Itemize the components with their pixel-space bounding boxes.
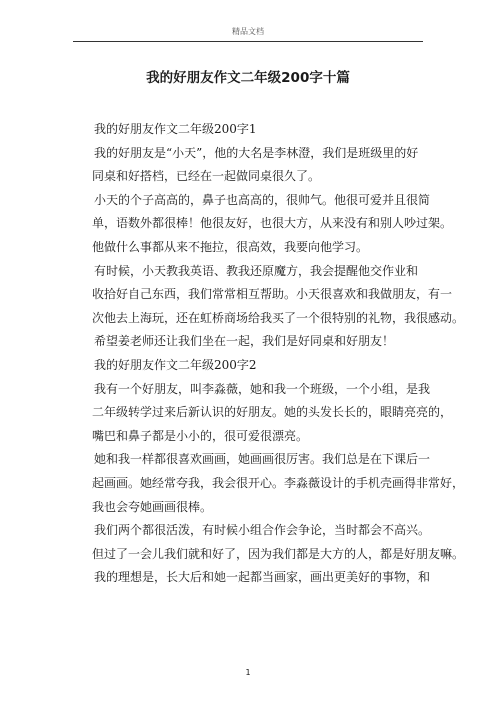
body-line: 有时候，小天教我英语、教我还原魔方，我会提醒他交作业和: [94, 263, 419, 278]
document-body: [92, 118, 465, 590]
body-line: 他做什么事都从来不拖拉，很高效，我要向他学习。: [92, 239, 369, 254]
body-line: 二年级转学过来后新认识的好朋友。她的头发长长的，眼睛亮亮的，: [92, 405, 453, 420]
body-line: 我们两个都很活泼，有时候小组合作会争论，当时都会不高兴。: [94, 523, 431, 538]
body-line: 我的好朋友是“小天”，他的大名是李林澄，我们是班级里的好: [94, 145, 419, 160]
body-line: 收拾好自己东西，我们常常相互帮助。小天很喜欢和我做朋友，有一: [92, 287, 453, 302]
body-line: 我的好朋友作文二年级200字1: [94, 122, 257, 136]
body-line: 她和我一样都很喜欢画画，她画画很厉害。我们总是在下课后一: [94, 452, 431, 467]
body-line: 我的好朋友作文二年级200字2: [94, 357, 257, 372]
body-line: 起画画。她经常夸我，我会很开心。李淼薇设计的手机壳画得非常好，: [92, 475, 465, 490]
document-title: 我的好朋友作文二年级200字十篇: [146, 70, 350, 86]
body-line: 次他去上海玩，还在虹桥商场给我买了一个很特别的礼物，我很感动。: [92, 310, 465, 325]
body-line: 单，语数外都很棒！他很友好，也很大方，从来没有和别人吵过架。: [92, 216, 453, 231]
body-line: 嘴巴和鼻子都是小小的，很可爱很漂亮。: [92, 428, 309, 443]
body-line: 但过了一会儿我们就和好了，因为我们都是大方的人，都是好朋友嘛。: [92, 546, 465, 561]
body-line: 希望姜老师还让我们坐在一起，我们是好同桌和好朋友！: [94, 334, 395, 349]
body-line: 同桌和好搭档，已经在一起做同桌很久了。: [92, 169, 321, 184]
page-number: 1: [245, 668, 251, 677]
header-divider: [73, 41, 423, 42]
header-label: 精品文档: [232, 27, 264, 36]
body-line: 我也会夸她画画很棒。: [92, 499, 213, 514]
body-line: 我的理想是，长大后和她一起都当画家，画出更美好的事物，和: [94, 570, 431, 585]
body-line: 我有一个好朋友，叫李淼薇，她和我一个班级，一个小组，是我: [94, 381, 431, 396]
body-line: 小天的个子高高的，鼻子也高高的，很帅气。他很可爱并且很简: [94, 192, 431, 207]
